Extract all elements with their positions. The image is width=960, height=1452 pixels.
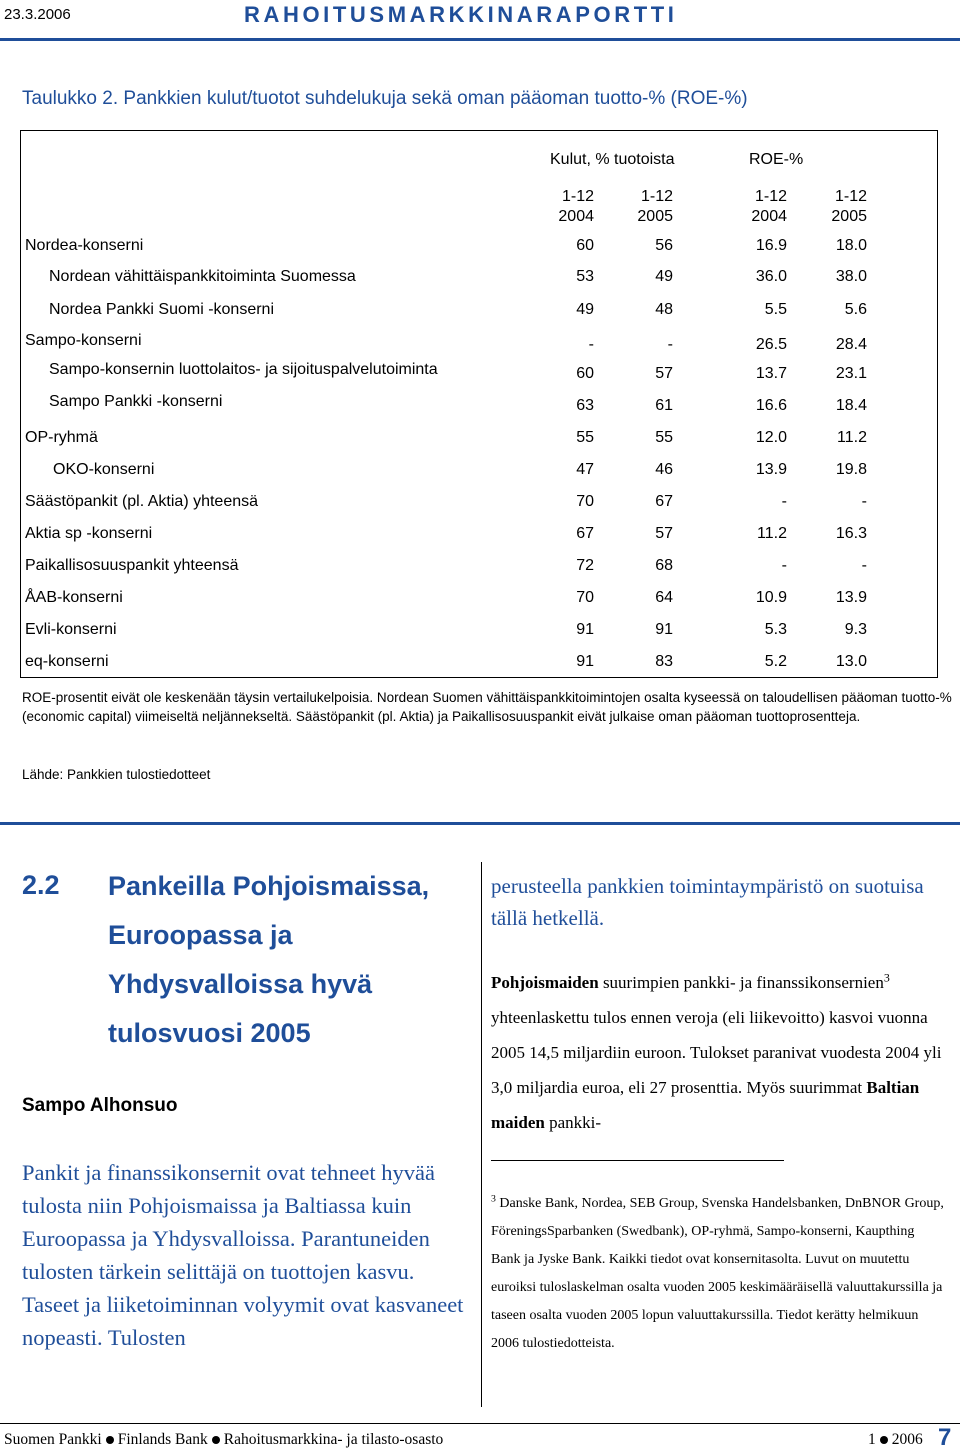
row-label: Nordea Pankki Suomi -konserni	[49, 301, 274, 318]
row-value: 64	[655, 589, 673, 606]
column-group-cost: Kulut, % tuotoista	[550, 151, 675, 168]
row-value: 70	[576, 493, 594, 510]
period-header-bottom: 2004	[558, 208, 594, 225]
period-header-bottom: 2004	[751, 208, 787, 225]
row-value: 91	[576, 653, 594, 670]
footer-publisher-sv: Finlands Bank	[117, 1431, 208, 1448]
row-value: 26.5	[755, 336, 787, 353]
table-source: Lähde: Pankkien tulostiedotteet	[22, 767, 211, 782]
issue-year: 2006	[891, 1431, 923, 1448]
row-value: 63	[576, 397, 594, 414]
column-group-roe: ROE-%	[749, 151, 804, 168]
row-value: 5.2	[764, 653, 787, 670]
data-table	[20, 130, 938, 678]
row-value: 19.8	[835, 461, 867, 478]
row-value: 11.2	[757, 525, 787, 542]
body-text-1: suurimpien pankki- ja finanssikonsernien	[598, 973, 884, 992]
section-number: 2.2	[22, 870, 60, 900]
row-value: 57	[655, 525, 673, 542]
row-label: eq-konserni	[25, 653, 109, 670]
row-value: -	[861, 557, 867, 574]
row-value: 48	[655, 301, 673, 318]
body-bold-baltic: Baltian maiden	[491, 1078, 920, 1132]
footnote-ref[interactable]: 3	[883, 970, 890, 985]
body-text-2: yhteenlaskettu tulos ennen veroja (eli liikevoitto) kasvoi vuonna 2005 14,5 miljardiin euroon. Tulokset paranivat vuodesta 2004 yli 3,0 miljardia euroa, eli 27 prosenttia. Myös suurimmat	[491, 1008, 942, 1097]
row-label: Sampo-konserni	[25, 332, 142, 349]
row-value: 18.4	[835, 397, 867, 414]
body-bold-nordic: Pohjoismaiden	[491, 973, 599, 992]
lead-paragraph-continued: perusteella pankkien toimintaympäristö on suotuisa tällä hetkellä.	[491, 874, 924, 930]
row-value: 91	[655, 621, 673, 638]
row-value: 12.0	[755, 429, 787, 446]
row-label: OP-ryhmä	[25, 429, 98, 446]
period-header-bottom: 2005	[637, 208, 673, 225]
author-name: Sampo Alhonsuo	[22, 1095, 178, 1116]
row-value: 5.3	[764, 621, 787, 638]
row-value: 60	[576, 365, 594, 382]
period-header-top: 1-12	[640, 188, 673, 205]
footnote	[491, 1190, 946, 1358]
row-value: 38.0	[835, 268, 867, 285]
period-header-bottom: 2005	[831, 208, 867, 225]
row-value: 36.0	[755, 268, 787, 285]
header-divider	[0, 38, 960, 41]
bullet-icon	[212, 1436, 220, 1444]
body-text-3: pankki-	[544, 1113, 602, 1132]
row-value: 72	[576, 557, 594, 574]
row-value: 56	[655, 237, 673, 254]
row-label: Paikallisosuuspankit yhteensä	[25, 557, 239, 574]
row-label: Evli-konserni	[25, 621, 117, 638]
row-label: OKO-konserni	[53, 461, 155, 478]
report-title: RAHOITUSMARKKINARAPORTTI	[244, 2, 678, 27]
row-value: 13.0	[835, 653, 867, 670]
row-value: 5.5	[764, 301, 787, 318]
section-title: Pankeilla Pohjoismaissa, Euroopassa ja Yhdysvalloissa hyvä tulosvuosi 2005	[108, 871, 430, 1048]
row-value: 16.6	[755, 397, 787, 414]
row-value: 49	[655, 268, 673, 285]
row-value: 57	[655, 365, 673, 382]
column-divider	[481, 862, 482, 1407]
row-value: 18.0	[835, 237, 867, 254]
table-notes: ROE-prosentit eivät ole keskenään täysin vertailukelpoisia. Nordean Suomen vähittäispankkitoimintojen osalta kyseessä on taloudellisen pääoman tuotto-% (economic capital) viimeiseltä neljännekseltä. Säästöpankit (pl. Aktia) ja Paikallisosuuspankit eivät julkaise oman pääoman tuottoprosentteja.	[22, 690, 952, 724]
row-label: Sampo-konsernin luottolaitos- ja sijoituspalvelutoiminta	[49, 361, 438, 378]
row-value: 55	[655, 429, 673, 446]
row-value: -	[667, 336, 673, 353]
table-caption: Taulukko 2. Pankkien kulut/tuotot suhdelukuja sekä oman pääoman tuotto-% (ROE-%)	[22, 88, 748, 109]
footer-divider	[0, 1423, 960, 1424]
row-value: 47	[576, 461, 594, 478]
row-value: 67	[655, 493, 673, 510]
bullet-icon	[106, 1436, 114, 1444]
row-value: 11.2	[837, 429, 867, 446]
page-number: 7	[938, 1424, 952, 1451]
row-value: 70	[576, 589, 594, 606]
section-divider	[0, 822, 960, 825]
row-value: -	[861, 493, 867, 510]
body-paragraph	[491, 965, 946, 1140]
row-value: 49	[576, 301, 594, 318]
row-value: 60	[576, 237, 594, 254]
row-label: Säästöpankit (pl. Aktia) yhteensä	[25, 493, 259, 510]
row-value: 46	[655, 461, 673, 478]
row-value: 9.3	[844, 621, 867, 638]
footnote-number: 3	[491, 1193, 496, 1205]
row-label: Aktia sp -konserni	[25, 525, 153, 542]
footer-department: Rahoitusmarkkina- ja tilasto-osasto	[223, 1431, 444, 1448]
row-value: 16.9	[755, 237, 787, 254]
period-header-top: 1-12	[561, 188, 594, 205]
issue-number: 1	[868, 1431, 876, 1448]
row-label: Nordea-konserni	[25, 237, 144, 254]
row-value: 10.9	[755, 589, 787, 606]
row-value: -	[781, 557, 787, 574]
row-label: ÅAB-konserni	[25, 589, 123, 606]
row-value: 68	[655, 557, 673, 574]
row-value: 67	[576, 525, 594, 542]
footer-publisher-fi: Suomen Pankki	[4, 1431, 102, 1448]
row-value: 13.9	[835, 589, 867, 606]
row-value: 13.7	[755, 365, 787, 382]
footer-publisher	[4, 1431, 443, 1449]
row-value: 23.1	[835, 365, 867, 382]
period-header-top: 1-12	[754, 188, 787, 205]
lead-paragraph: Pankit ja finanssikonsernit ovat tehneet hyvää tulosta niin Pohjoismaissa ja Baltiassa kuin Euroopassa ja Yhdysvalloissa. Parantuneiden tulosten tärkein selittäjä on tuottojen kasvu. Taseet ja liiketoiminnan volyymit ovat kasvaneet nopeasti. Tulosten	[22, 1160, 464, 1350]
footnote-text: Danske Bank, Nordea, SEB Group, Svenska Handelsbanken, DnBNOR Group, FöreningsSparbanken (Swedbank), OP-ryhmä, Sampo-konserni, Kaupthing Bank ja Jyske Bank. Kaikki tiedot ovat konsernitasolta. Luvut on muutettu euroiksi tuloslaskelman osalta vuoden 2005 keskimääräisellä valuuttakurssilla ja taseen osalta vuoden 2005 lopun valuuttakurssilla. Tiedot kerätty helmikuun 2006 tulostiedotteista.	[491, 1196, 944, 1351]
footnote-divider	[491, 1160, 784, 1161]
row-label: Sampo Pankki -konserni	[49, 393, 223, 410]
row-value: 5.6	[844, 301, 867, 318]
row-value: 16.3	[835, 525, 867, 542]
row-value: 53	[576, 268, 594, 285]
footer-issue	[868, 1431, 923, 1449]
row-value: -	[588, 336, 594, 353]
row-label: Nordean vähittäispankkitoiminta Suomessa	[49, 268, 356, 285]
row-value: 61	[655, 397, 673, 414]
row-value: 13.9	[755, 461, 787, 478]
row-value: 83	[655, 653, 673, 670]
bullet-icon	[880, 1436, 888, 1444]
header-date: 23.3.2006	[4, 6, 71, 23]
row-value: 28.4	[835, 336, 867, 353]
row-value: 91	[576, 621, 594, 638]
row-value: -	[781, 493, 787, 510]
row-value: 55	[576, 429, 594, 446]
period-header-top: 1-12	[834, 188, 867, 205]
